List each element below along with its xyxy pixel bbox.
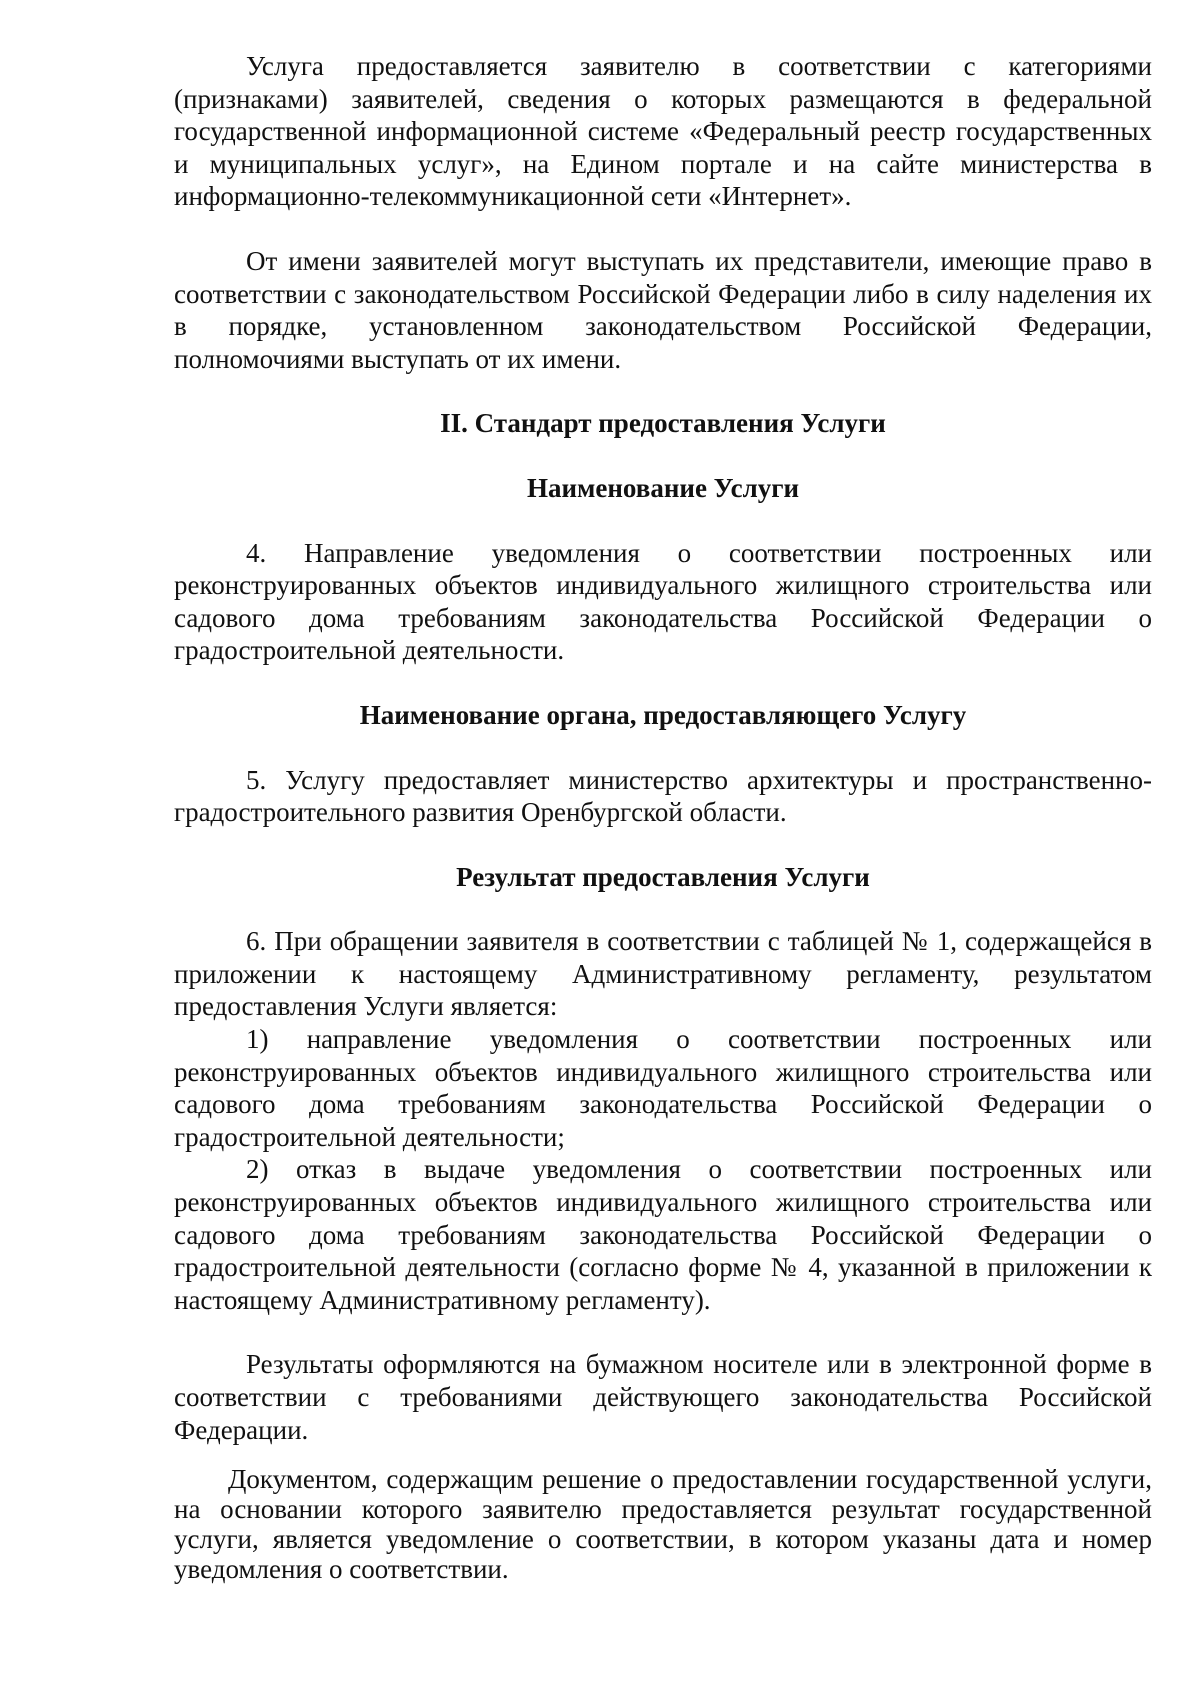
heading-service-name: Наименование Услуги — [526, 472, 800, 503]
paragraph-results-form: Результаты оформляются на бумажном носителе или в электронной форме в соответствии с требованиями действующего законодательства Российской Федерации. — [174, 1349, 1152, 1445]
paragraph-6-item-1: 1) направление уведомления о соответствии построенных или реконструированных объектов индивидуального жилищного строительства или садового дома требованиям законодательства Российской Федерации о градостроительной деятельности; — [174, 1024, 1152, 1152]
heading-service-organ: Наименование органа, предоставляющего Услугу — [359, 699, 967, 730]
spacer — [174, 829, 1152, 861]
paragraph-6: 6. При обращении заявителя в соответствии с таблицей № 1, содержащейся в приложении к настоящему Административному регламенту, результатом предоставления Услуги является: — [174, 926, 1152, 1022]
spacer — [174, 505, 1152, 537]
paragraph-applicant-categories: Услуга предоставляется заявителю в соответствии с категориями (признаками) заявителей, сведения о которых размещаются в федеральной государственной информационной системе «Федеральный реестр государственных и муниципальных услуг», на Едином портале и на сайте министерства в информационно-телекоммуникационной сети «Интернет». — [174, 51, 1152, 212]
paragraph-decision-document: Документом, содержащим решение о предоставлении государственной услуги, на основании которого заявителю предоставляется результат государственной услуги, является уведомление о соответствии, в котором указаны дата и номер уведомления о соответствии. — [174, 1464, 1152, 1585]
heading-service-result: Результат предоставления Услуги — [456, 861, 870, 892]
paragraph-representatives: От имени заявителей могут выступать их представители, имеющие право в соответствии с законодательством Российской Федерации либо в силу наделения их в порядке, установленном законодательством Российской Федерации, полномочиями выступать от их имени. — [174, 245, 1152, 374]
spacer — [174, 375, 1152, 407]
spacer — [174, 732, 1152, 764]
spacer — [174, 1316, 1152, 1348]
paragraph-4: 4. Направление уведомления о соответствии построенных или реконструированных объектов индивидуального жилищного строительства или садового дома требованиям законодательства Российской Федерации о градостроительной деятельности. — [174, 537, 1152, 666]
document-page — [174, 50, 1152, 1584]
spacer — [174, 1446, 1152, 1464]
spacer — [174, 213, 1152, 245]
spacer — [174, 440, 1152, 472]
spacer — [174, 893, 1152, 925]
spacer — [174, 667, 1152, 699]
paragraph-6-item-2: 2) отказ в выдаче уведомления о соответствии построенных или реконструированных объектов индивидуального жилищного строительства или садового дома требованиям законодательства Российской Федерации о градостроительной деятельности (согласно форме № 4, указанной в приложении к настоящему Административному регламенту). — [174, 1154, 1152, 1315]
section-title: II. Стандарт предоставления Услуги — [440, 408, 886, 439]
paragraph-5: 5. Услугу предоставляет министерство архитектуры и пространственно-градостроительного развития Оренбургской области. — [174, 764, 1152, 828]
